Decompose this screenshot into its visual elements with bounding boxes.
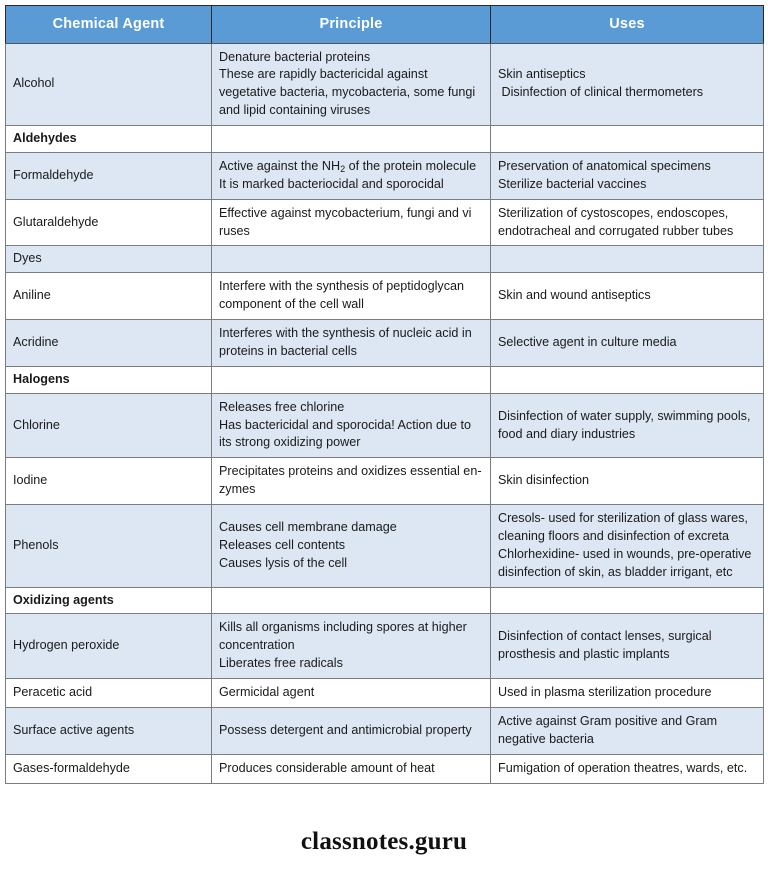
principle-cell: [212, 43, 491, 126]
principle-cell: [212, 273, 491, 320]
table-header: [6, 6, 764, 44]
principle-cell: [212, 246, 491, 273]
cell-line: Denature bacterial proteins: [219, 49, 371, 64]
uses-cell: [491, 458, 764, 505]
cell-line: Has bactericidal and sporocida! Action due to its strong oxidizing power: [219, 417, 475, 450]
cell-line: Liberates free radicals: [219, 656, 343, 671]
uses-cell: [491, 320, 764, 367]
principle-cell: [212, 679, 491, 708]
uses-cell: [491, 199, 764, 246]
table-row: [6, 707, 764, 754]
cell-line: Disinfection of contact lenses, surgical prosthesis and plastic implants: [498, 629, 715, 662]
cell-line: Skin disinfection: [498, 473, 590, 488]
table-row: [6, 43, 764, 126]
table-group-row: [6, 126, 764, 153]
agent-name-cell: [6, 679, 212, 708]
cell-line: Active against Gram positive and Gram negative bacteria: [498, 713, 721, 746]
uses-cell: [491, 273, 764, 320]
uses-cell: [491, 707, 764, 754]
cell-line: Aniline: [13, 288, 51, 303]
uses-cell: [491, 679, 764, 708]
uses-cell: [491, 43, 764, 126]
agent-name-cell: [6, 393, 212, 458]
cell-line: These are rapidly bactericidal against vegetative bacteria, mycobacteria, some fungi and lipid containing viruses: [219, 67, 479, 118]
table-group-row: [6, 246, 764, 273]
cell-line: Produces considerable amount of heat: [219, 760, 435, 775]
cell-line: Hydrogen peroxide: [13, 638, 120, 653]
table-row: [6, 152, 764, 199]
cell-line: Phenols: [13, 537, 59, 552]
cell-line: Effective against mycobacterium, fungi and vi ruses: [219, 205, 475, 238]
table-row: [6, 505, 764, 588]
site-watermark: classnotes.guru: [300, 828, 468, 855]
uses-cell: [491, 505, 764, 588]
cell-line: Fumigation of operation theatres, wards, etc.: [498, 760, 748, 775]
agent-name-cell: [6, 505, 212, 588]
agent-name-cell: [6, 320, 212, 367]
agent-name-cell: [6, 43, 212, 126]
uses-cell: [491, 126, 764, 153]
cell-line: Preservation of anatomical specimens: [498, 158, 711, 173]
cell-line: Germicidal agent: [219, 685, 315, 700]
column-header-chemical-agent: Chemical Agent: [6, 6, 212, 44]
principle-cell: [212, 458, 491, 505]
principle-cell: [212, 614, 491, 679]
uses-cell: [491, 366, 764, 393]
cell-line: Disinfection of clinical thermometers: [498, 85, 704, 100]
agent-name-cell: [6, 614, 212, 679]
cell-line: Releases cell contents: [219, 537, 346, 552]
group-label-cell: [6, 366, 212, 393]
principle-cell: [212, 754, 491, 783]
cell-line: Sterilization of cystoscopes, endoscopes, endotracheal and corrugated rubber tubes: [498, 205, 734, 238]
chemical-agents-table-container: [5, 5, 763, 784]
cell-line: Iodine: [13, 473, 48, 488]
table-row: [6, 393, 764, 458]
group-label-cell: [6, 246, 212, 273]
table-row: [6, 273, 764, 320]
group-label-cell: [6, 587, 212, 614]
cell-line: Kills all organisms including spores at higher concentration: [219, 620, 471, 653]
cell-line: Chlorhexidine- used in wounds, pre-operative disinfection of skin, as bladder irrigant, etc: [498, 546, 755, 579]
uses-cell: [491, 246, 764, 273]
table-row: [6, 458, 764, 505]
principle-cell: [212, 707, 491, 754]
table-row: [6, 679, 764, 708]
cell-line: Interfere with the synthesis of peptidoglycan component of the cell wall: [219, 279, 472, 312]
table-row: [6, 320, 764, 367]
agent-name-cell: [6, 152, 212, 199]
uses-cell: [491, 754, 764, 783]
uses-cell: [491, 587, 764, 614]
cell-line: Sterilize bacterial vaccines: [498, 176, 647, 191]
cell-line: Used in plasma sterilization procedure: [498, 685, 712, 700]
cell-line: Formaldehyde: [13, 167, 94, 182]
agent-name-cell: [6, 458, 212, 505]
cell-line: Causes cell membrane damage: [219, 520, 397, 535]
principle-cell: [212, 366, 491, 393]
table-row: [6, 614, 764, 679]
group-label-cell: [6, 126, 212, 153]
table-row: [6, 199, 764, 246]
cell-line: Gases-formaldehyde: [13, 760, 130, 775]
cell-line: Causes lysis of the cell: [219, 555, 348, 570]
cell-line: Selective agent in culture media: [498, 335, 677, 350]
cell-line: Precipitates proteins and oxidizes essential en-zymes: [219, 464, 482, 497]
cell-line: Interferes with the synthesis of nucleic acid in proteins in bacterial cells: [219, 326, 476, 358]
column-header-uses: Uses: [491, 6, 764, 44]
table-group-row: [6, 366, 764, 393]
principle-cell: [212, 505, 491, 588]
cell-line: Cresols- used for sterilization of glass wares, cleaning floors and disinfection of excreta: [498, 511, 752, 543]
cell-line: Oxidizing agents: [13, 592, 114, 607]
table-body: [6, 43, 764, 783]
principle-cell: [212, 587, 491, 614]
cell-line: Dyes: [13, 251, 42, 266]
table-header-row: [6, 6, 764, 44]
agent-name-cell: [6, 273, 212, 320]
principle-cell: [212, 199, 491, 246]
cell-line: Surface active agents: [13, 722, 135, 737]
principle-cell: [212, 393, 491, 458]
agent-name-cell: [6, 199, 212, 246]
uses-cell: [491, 393, 764, 458]
chemical-agents-table: [5, 5, 764, 784]
cell-line: Glutaraldehyde: [13, 214, 99, 229]
principle-cell: [212, 320, 491, 367]
cell-line: Chlorine: [13, 417, 60, 432]
table-row: [6, 754, 764, 783]
uses-cell: [491, 614, 764, 679]
uses-cell: [491, 152, 764, 199]
cell-line: Skin and wound antiseptics: [498, 288, 651, 303]
agent-name-cell: [6, 707, 212, 754]
principle-cell: Active against the $NH_2$ of the protein molecule It is marked bacteriocidal and sporocidal: [212, 152, 491, 199]
cell-line: Aldehydes: [13, 131, 77, 146]
cell-line: Possess detergent and antimicrobial property: [219, 722, 472, 737]
agent-name-cell: [6, 754, 212, 783]
table-group-row: [6, 587, 764, 614]
cell-line: Alcohol: [13, 76, 55, 91]
cell-line: Releases free chlorine: [219, 399, 345, 414]
cell-line: Acridine: [13, 335, 59, 350]
cell-line: Halogens: [13, 371, 70, 386]
cell-line: Disinfection of water supply, swimming pools, food and diary industries: [498, 408, 754, 441]
cell-line: Skin antiseptics: [498, 67, 586, 82]
column-header-principle: Principle: [212, 6, 491, 44]
principle-cell: [212, 126, 491, 153]
cell-line: Peracetic acid: [13, 685, 93, 700]
